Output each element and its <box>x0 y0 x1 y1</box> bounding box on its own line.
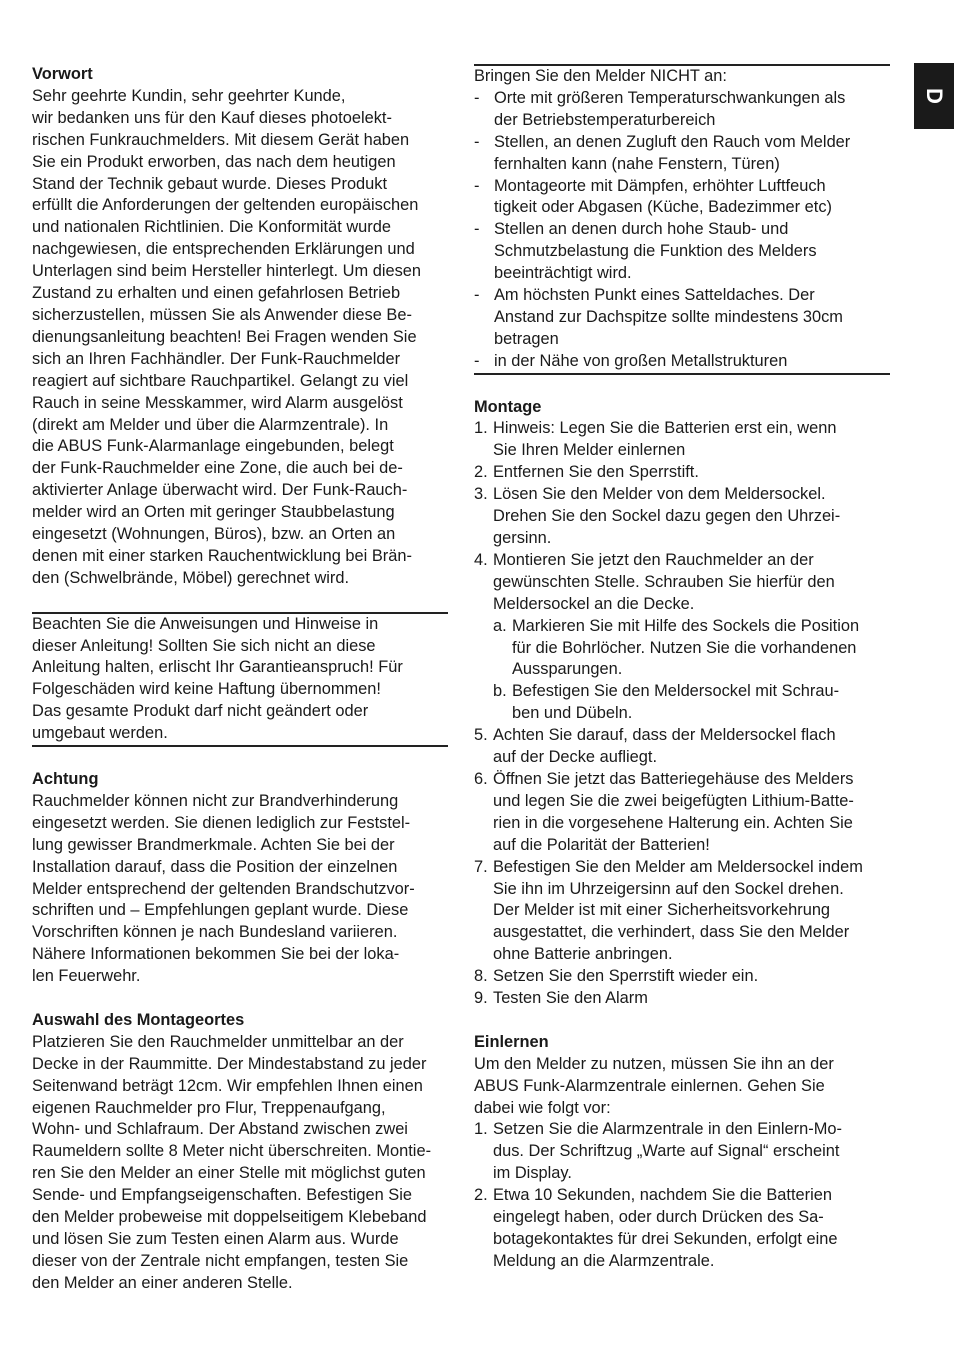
text-line: und legen Sie die zwei beigefügten Lithium-Batte- <box>493 791 854 810</box>
einlernen-intro <box>474 1054 896 1120</box>
step-number: 2. <box>474 1186 488 1205</box>
text-line: ohne Batterie anbringen. <box>493 945 673 964</box>
heading-achtung: Achtung <box>32 769 99 788</box>
text-line: Decke in der Raummitte. Der Mindestabstand zu jeder <box>32 1054 427 1073</box>
text-line: dieser von der Zentrale nicht empfangen, testen Sie <box>32 1251 409 1270</box>
text-line: ausgestattet, die verhindert, dass Sie den Melder <box>493 923 850 942</box>
text-line: Seitenwand beträgt 12cm. Wir empfehlen Ihnen einen <box>32 1076 423 1095</box>
text-line: Meldung an die Alarmzentrale. <box>493 1251 715 1270</box>
step-number: 6. <box>474 769 488 788</box>
text-line: eingelegt haben, oder durch Drücken des Sa- <box>493 1208 824 1227</box>
text-line: für die Bohrlöcher. Nutzen Sie die vorhandenen <box>512 638 857 657</box>
text-line: Sende- und Empfangseigenschaften. Befestigen Sie <box>32 1186 412 1205</box>
step <box>474 769 896 857</box>
list-item <box>474 176 890 220</box>
text-line: len Feuerwehr. <box>32 967 141 986</box>
text-line: Befestigen Sie den Meldersockel mit Schrau- <box>512 682 840 701</box>
text-line: Vorschriften können je nach Bundesland variieren. <box>32 923 398 942</box>
text-line: Am höchsten Punkt eines Satteldaches. Der <box>494 286 815 305</box>
text-line: Um den Melder zu nutzen, müssen Sie ihn an der <box>474 1054 834 1073</box>
step-number: 1. <box>474 419 488 438</box>
section-achtung <box>32 769 452 988</box>
text-line: Hinweis: Legen Sie die Batterien erst ein, wenn <box>493 419 837 438</box>
text-line: Befestigen Sie den Melder am Meldersockel indem <box>493 857 863 876</box>
text-line: und lösen Sie zum Testen einen Alarm aus. Wurde <box>32 1229 399 1248</box>
text-line: Schmutzbelastung die Funktion des Melders <box>494 242 817 261</box>
text-line: der Betriebstemperaturbereich <box>494 110 716 129</box>
step <box>474 725 896 769</box>
step <box>474 550 896 725</box>
text-line: tigkeit oder Abgasen (Küche, Badezimmer etc) <box>494 198 833 217</box>
step-number: b. <box>493 682 507 701</box>
section-einlernen <box>474 1032 896 1273</box>
text-line: auf die Polarität der Batterien! <box>493 835 710 854</box>
step-number: 5. <box>474 726 488 745</box>
text-line: Melder entsprechend der geltenden Brandschutzvor- <box>32 879 415 898</box>
step <box>474 484 896 550</box>
language-tab-label: D <box>921 88 947 104</box>
text-line: Wohn- und Schlafraum. Der Abstand zwischen zwei <box>32 1120 408 1139</box>
text-line: ren Sie den Melder an einer Stelle mit möglichst guten <box>32 1164 426 1183</box>
text-line: Sie ihn im Uhrzeigersinn auf den Sockel drehen. <box>493 879 844 898</box>
text-line: Orte mit größeren Temperaturschwankungen als <box>494 88 846 107</box>
heading-einlernen: Einlernen <box>474 1032 549 1051</box>
not-mount-list <box>474 88 890 373</box>
text-line: Raumeldern sollte 8 Meter nicht überschreiten. Montie- <box>32 1142 432 1161</box>
not-mount-box <box>474 64 890 375</box>
text-line: dus. Der Schriftzug „Warte auf Signal“ erscheint <box>493 1142 840 1161</box>
auswahl-text <box>32 1032 452 1295</box>
text-line: Etwa 10 Sekunden, nachdem Sie die Batterien <box>493 1186 832 1205</box>
section-vorwort <box>32 64 452 590</box>
text-line: dieser Anleitung! Sollten Sie sich nicht an diese <box>32 636 376 655</box>
list-item-dash: - <box>474 286 480 305</box>
notice-text <box>32 614 448 745</box>
text-line: den Melder an einer anderen Stelle. <box>32 1273 293 1292</box>
text-line: betragen <box>494 329 559 348</box>
text-line: melder wird an Orten mit geringer Staubbelastung <box>32 503 395 522</box>
text-line: und nationalen Richtlinien. Die Konformität wurde <box>32 218 391 237</box>
step <box>474 418 896 462</box>
text-line: Anstand zur Dachspitze sollte mindestens 30cm <box>494 307 843 326</box>
text-line: Platzieren Sie den Rauchmelder unmittelbar an der <box>32 1032 404 1051</box>
step <box>474 966 896 988</box>
montage-steps <box>474 418 896 1009</box>
text-line: Sie Ihren Melder einlernen <box>493 441 686 460</box>
text-line: Aussparungen. <box>512 660 623 679</box>
list-item <box>474 285 890 351</box>
text-line: Sehr geehrte Kundin, sehr geehrter Kunde, <box>32 86 346 105</box>
text-line: gewünschten Stelle. Schrauben Sie hierfür den <box>493 572 835 591</box>
text-line: Markieren Sie mit Hilfe des Sockels die Position <box>512 616 860 635</box>
step-number: 8. <box>474 967 488 986</box>
text-line: Nähere Informationen bekommen Sie bei der loka- <box>32 945 400 964</box>
list-item-dash: - <box>474 220 480 239</box>
text-line: gersinn. <box>493 529 552 548</box>
list-item <box>474 351 890 373</box>
text-line: im Display. <box>493 1164 572 1183</box>
not-mount-intro: Bringen Sie den Melder NICHT an: <box>474 67 727 85</box>
step-number: 3. <box>474 485 488 504</box>
text-line: eigenen Rauchmelder pro Flur, Treppenaufgang, <box>32 1098 386 1117</box>
text-line: Setzen Sie den Sperrstift wieder ein. <box>493 967 759 986</box>
text-line: lung gewisser Brandmerkmale. Achten Sie bei der <box>32 835 395 854</box>
sub-steps <box>493 616 896 726</box>
text-line: Das gesamte Produkt darf nicht geändert oder <box>32 702 369 721</box>
text-line: eingesetzt (Wohnungen, Büros), bzw. an Orten an <box>32 525 396 544</box>
text-line: Installation darauf, dass die Position der einzelnen <box>32 857 398 876</box>
list-item <box>474 88 890 132</box>
language-tab <box>914 63 954 129</box>
text-line: erfüllt die Anforderungen der geltenden europäischen <box>32 196 419 215</box>
einlernen-steps <box>474 1119 896 1272</box>
notice-box <box>32 612 448 747</box>
list-item <box>474 219 890 285</box>
text-line: rischen Funkrauchmelders. Mit diesem Gerät haben <box>32 130 410 149</box>
text-line: Rauch in seine Messkammer, wird Alarm ausgelöst <box>32 393 403 412</box>
text-line: schriften und – Empfehlungen geplant wurde. Diese <box>32 901 409 920</box>
text-line: den (Schwelbrände, Möbel) gerechnet wird. <box>32 568 350 587</box>
list-item-dash: - <box>474 88 480 107</box>
list-item-dash: - <box>474 351 480 370</box>
text-line: Anleitung halten, erlischt Ihr Garantieanspruch! Für <box>32 658 403 677</box>
text-line: beeinträchtigt wird. <box>494 264 632 283</box>
text-line: Drehen Sie den Sockel dazu gegen den Uhrzei- <box>493 507 841 526</box>
text-line: auf der Decke aufliegt. <box>493 748 658 767</box>
text-line: botagekontaktes für drei Sekunden, erfolgt eine <box>493 1230 838 1248</box>
sub-step <box>493 616 896 682</box>
text-line: Beachten Sie die Anweisungen und Hinweise in <box>32 614 379 633</box>
text-line: Stellen, an denen Zugluft den Rauch vom Melder <box>494 132 851 151</box>
text-line: Entfernen Sie den Sperrstift. <box>493 463 699 482</box>
text-line: ben und Dübeln. <box>512 704 633 723</box>
text-line: sich an Ihren Fachhändler. Der Funk-Rauchmelder <box>32 349 401 368</box>
text-line: sicherzustellen, müssen Sie als Anwender diese Be- <box>32 305 412 324</box>
text-line: Lösen Sie den Melder von dem Meldersockel. <box>493 485 826 504</box>
text-line: Montieren Sie jetzt den Rauchmelder an der <box>493 550 814 569</box>
text-line: denen mit einer starken Rauchentwicklung bei Brän- <box>32 546 412 565</box>
text-line: in der Nähe von großen Metallstrukturen <box>494 351 788 370</box>
step-number: 2. <box>474 463 488 482</box>
text-line: reagiert auf sichtbare Rauchpartikel. Gelangt zu viel <box>32 371 409 390</box>
text-line: Unterlagen sind beim Hersteller hinterlegt. Um diesen <box>32 262 422 281</box>
right-column <box>474 64 896 1273</box>
section-montage <box>474 397 896 1010</box>
text-line: dienungsanleitung beachten! Bei Fragen wenden Sie <box>32 327 417 346</box>
step-number: 9. <box>474 989 488 1008</box>
text-line: Montageorte mit Dämpfen, erhöhter Luftfeuch <box>494 176 826 195</box>
text-line: rien in die vorgesehene Halterung ein. Achten Sie <box>493 813 853 832</box>
vorwort-text <box>32 86 452 590</box>
text-line: Zustand zu erhalten und einen gefahrlosen Betrieb <box>32 284 401 303</box>
left-column <box>32 64 452 1295</box>
text-line: (direkt am Melder und über die Alarmzentrale). In <box>32 415 389 434</box>
text-line: Meldersockel an die Decke. <box>493 594 695 613</box>
text-line: aktivierter Anlage überwacht wird. Der Funk-Rauch- <box>32 481 408 500</box>
list-item-dash: - <box>474 176 480 195</box>
heading-auswahl: Auswahl des Montageortes <box>32 1010 245 1029</box>
list-item <box>474 132 890 176</box>
text-line: dabei wie folgt vor: <box>474 1098 611 1117</box>
text-line: Setzen Sie die Alarmzentrale in den Einlern-Mo- <box>493 1120 842 1139</box>
step <box>474 1119 896 1185</box>
text-line: wir bedanken uns für den Kauf dieses photoelekt- <box>32 108 392 127</box>
list-item-dash: - <box>474 132 480 151</box>
step <box>474 462 896 484</box>
text-line: Folgeschäden wird keine Haftung übernommen! <box>32 680 381 699</box>
heading-vorwort: Vorwort <box>32 65 93 83</box>
text-line: den Melder probeweise mit doppelseitigem Klebeband <box>32 1208 427 1227</box>
step <box>474 1185 896 1273</box>
text-line: eingesetzt werden. Sie dienen lediglich zur Feststel- <box>32 813 411 832</box>
step-number: 7. <box>474 857 488 876</box>
text-line: der Funk-Rauchmelder eine Zone, die auch bei de- <box>32 459 403 478</box>
text-line: nachgewiesen, die entsprechenden Erklärungen und <box>32 240 415 259</box>
text-line: Rauchmelder können nicht zur Brandverhinderung <box>32 791 399 810</box>
step <box>474 988 896 1010</box>
text-line: Der Melder ist mit einer Sicherheitsvorkehrung <box>493 901 831 920</box>
step-number: 1. <box>474 1120 488 1139</box>
text-line: Öffnen Sie jetzt das Batteriegehäuse des Melders <box>493 769 854 788</box>
text-line: ABUS Funk-Alarmzentrale einlernen. Gehen Sie <box>474 1076 825 1095</box>
text-line: umgebaut werden. <box>32 724 168 743</box>
text-line: Testen Sie den Alarm <box>493 989 648 1008</box>
step <box>474 857 896 967</box>
text-line: Stand der Technik gebaut wurde. Dieses Produkt <box>32 174 388 193</box>
step-number: a. <box>493 616 507 635</box>
text-line: fernhalten kann (nahe Fenstern, Türen) <box>494 154 780 173</box>
achtung-text <box>32 791 452 988</box>
text-line: Sie ein Produkt erworben, das nach dem heutigen <box>32 152 396 171</box>
text-line: Achten Sie darauf, dass der Meldersockel flach <box>493 726 836 745</box>
text-line: Stellen an denen durch hohe Staub- und <box>494 220 789 239</box>
text-line: die ABUS Funk-Alarmanlage eingebunden, belegt <box>32 437 394 456</box>
step-number: 4. <box>474 550 488 569</box>
sub-step <box>493 681 896 725</box>
section-auswahl <box>32 1010 452 1295</box>
heading-montage: Montage <box>474 397 542 416</box>
